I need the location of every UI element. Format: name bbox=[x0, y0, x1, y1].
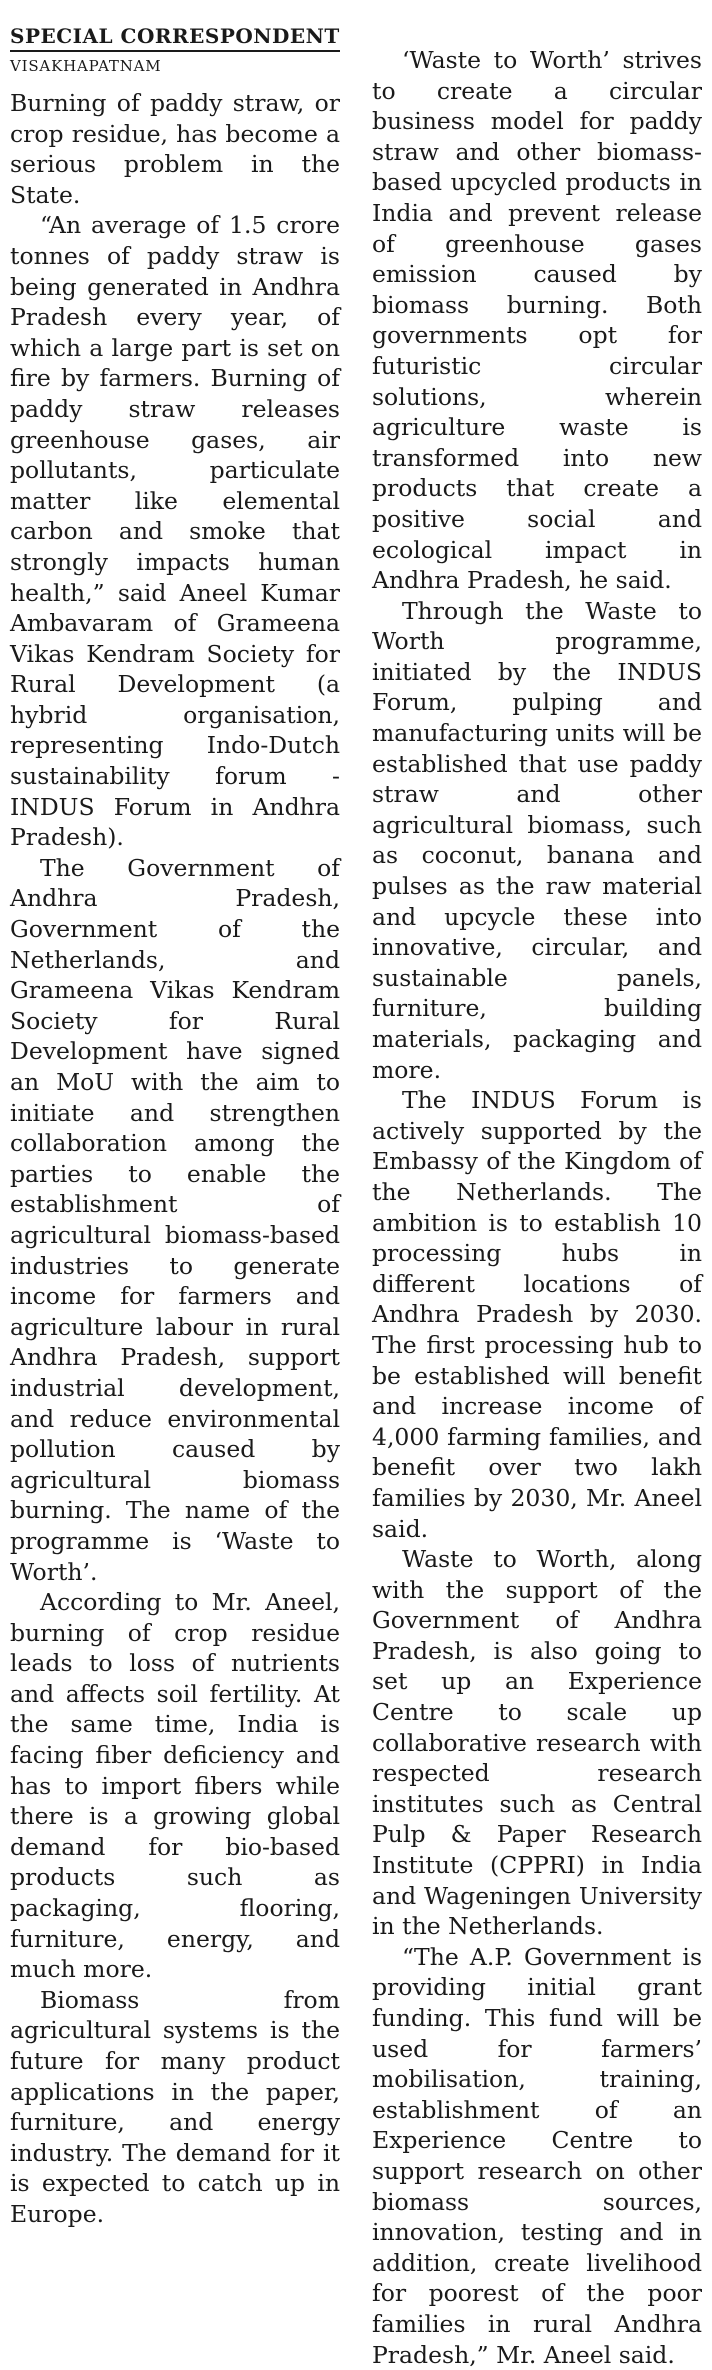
article-paragraph: The INDUS Forum is actively supported by the Embassy of the Kingdom of the Netherlands. The ambition is to establish 10 processing hubs in different locations of Andhra Pradesh by 2030. The first processing hub to be established will benefit and increase income of 4,000 farming families, and benefit over two lakh families by 2030, Mr. Aneel said. bbox=[372, 1086, 702, 1543]
article-paragraph: “The A.P. Government is providing initial grant funding. This fund will be used for farmers’ mobilisation, training, establishment of an Experience Centre to support research on other biomass sources, innovation, testing and in addition, create livelihood for poorest of the poor families in rural Andhra Pradesh,” Mr. Aneel said. bbox=[372, 1942, 702, 2369]
article-paragraph: The Government of Andhra Pradesh, Government of the Netherlands, and Grameena Vikas Kendram Society for Rural Development have signed an MoU with the aim to initiate and strengthen collaboration among the parties to enable the establishment of agricultural biomass-based industries to generate income for farmers and agriculture labour in rural Andhra Pradesh, support industrial development, and reduce environmental pollution caused by agricultural biomass burning. The name of the programme is ‘Waste to Worth’. bbox=[10, 853, 340, 1586]
article-column-right bbox=[372, 45, 702, 2370]
article-paragraph: ‘Waste to Worth’ strives to create a circular business model for paddy straw and other biomass-based upcycled products in India and prevent release of greenhouse gases emission caused by biomass burning. Both governments opt for futuristic circular solutions, wherein agriculture waste is transformed into new products that create a positive social and ecological impact in Andhra Pradesh, he said. bbox=[372, 46, 702, 595]
article-paragraph: Through the Waste to Worth programme, initiated by the INDUS Forum, pulping and manufacturing units will be established that use paddy straw and other agricultural biomass, such as coconut, banana and pulses as the raw material and upcycle these into innovative, circular, and sustainable panels, furniture, building materials, packaging and more. bbox=[372, 596, 702, 1084]
article-paragraph: Waste to Worth, along with the support of the Government of Andhra Pradesh, is also going to set up an Experience Centre to scale up collaborative research with respected research institutes such as Central Pulp & Paper Research Institute (CPPRI) in India and Wageningen University in the Netherlands. bbox=[372, 1545, 702, 1941]
article-paragraph: According to Mr. Aneel, burning of crop residue leads to loss of nutrients and affects soil fertility. At the same time, India is facing fiber deficiency and has to import fibers while there is a growing global demand for bio-based products such as packaging, flooring, furniture, energy, and much more. bbox=[10, 1588, 340, 1984]
dateline-place: VISAKHAPATNAM bbox=[10, 57, 162, 75]
article-paragraph: “An average of 1.5 crore tonnes of paddy straw is being generated in Andhra Pradesh every year, of which a large part is set on fire by farmers. Burning of paddy straw releases greenhouse gases, air pollutants, particulate matter like elemental carbon and smoke that strongly impacts human health,” said Aneel Kumar Ambavaram of Grameena Vikas Kendram Society for Rural Development (a hybrid organisation, representing Indo-Dutch sustainability forum - INDUS Forum in Andhra Pradesh). bbox=[10, 211, 340, 852]
article-paragraph: Biomass from agricultural systems is the future for many product applications in the paper, furniture, and energy industry. The demand for it is expected to catch up in Europe. bbox=[10, 1985, 340, 2228]
article-paragraph: Burning of paddy straw, or crop residue, has become a serious problem in the State. bbox=[10, 89, 340, 209]
article-column-left bbox=[10, 88, 340, 2230]
byline-author: SPECIAL CORRESPONDENT bbox=[10, 24, 340, 52]
byline bbox=[10, 24, 340, 75]
